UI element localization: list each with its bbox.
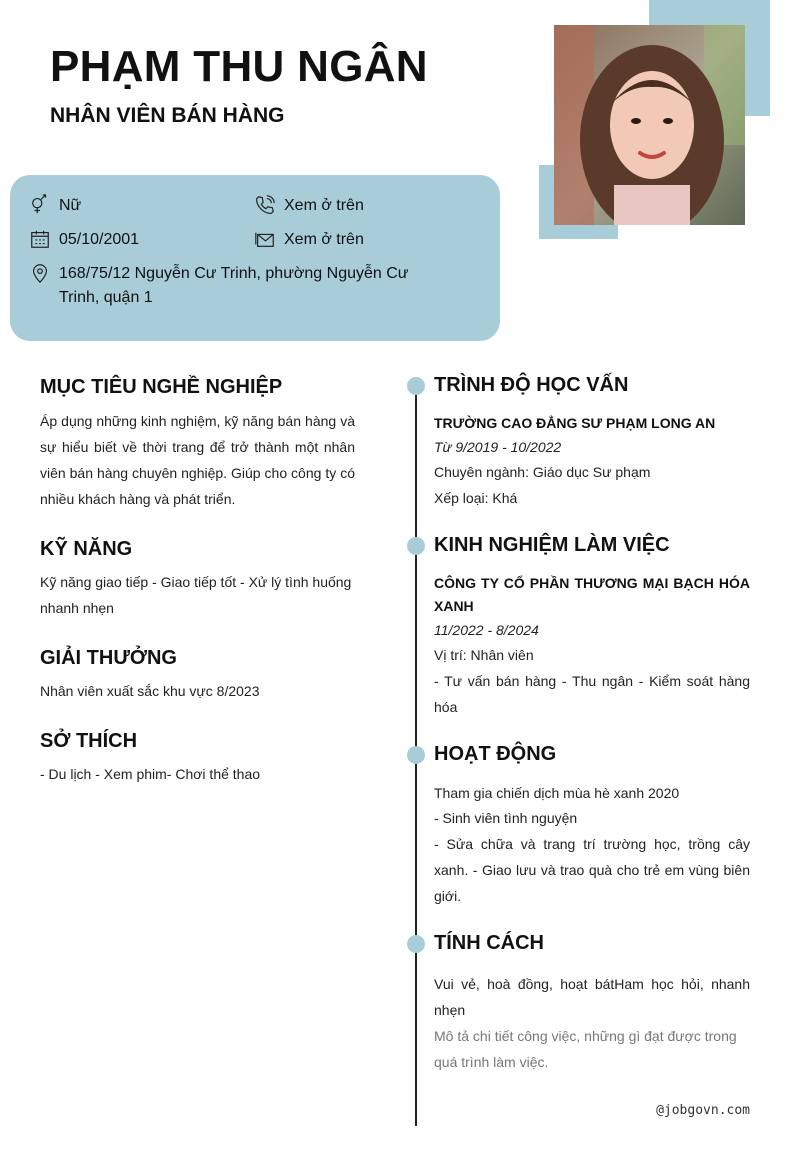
timeline-dot-education	[407, 377, 425, 395]
experience-title: KINH NGHIỆM LÀM VIỆC	[434, 534, 670, 556]
education-major: Chuyên ngành: Giáo dục Sư phạm	[434, 464, 651, 480]
birthdate-value: 05/10/2001	[59, 231, 140, 248]
activities-title: HOẠT ĐỘNG	[434, 743, 557, 765]
watermark: @jobgovn.com	[656, 1103, 750, 1118]
personality-text: Vui vẻ, hoà đồng, hoạt bátHam học hỏi, nhanh nhẹn	[434, 976, 750, 1018]
skills-title: KỸ NĂNG	[40, 538, 133, 560]
timeline-dot-experience	[407, 537, 425, 555]
phone-value: Xem ở trên	[284, 197, 364, 214]
candidate-name: PHẠM THU NGÂN	[50, 42, 428, 91]
email-row	[254, 228, 364, 252]
experience-period: 11/2022 - 8/2024	[434, 622, 539, 638]
objective-text: Áp dụng những kinh nghiệm, kỹ năng bán hàng và sự hiểu biết về thời trang để trở thành một nhân viên bán hàng chuyên nghiệp. Giúp cho công ty có nhiều khách hàng và phát triển.	[40, 413, 355, 507]
gender-icon	[29, 194, 51, 216]
contact-info-box	[10, 175, 500, 341]
experience-company: CÔNG TY CỔ PHẦN THƯƠNG MẠI BẠCH HÓA XANH	[434, 575, 750, 614]
personality-title: TÍNH CÁCH	[434, 932, 544, 954]
activities-line3: - Sửa chữa và trang trí trường học, trồng cây xanh. - Giao lưu và trao quà cho trẻ em vùng biên giới.	[434, 836, 750, 904]
education-school: TRƯỜNG CAO ĐẲNG SƯ PHẠM LONG AN	[434, 415, 716, 431]
education-title: TRÌNH ĐỘ HỌC VẤN	[434, 374, 629, 396]
timeline-dot-activities	[407, 746, 425, 764]
phone-row	[254, 194, 364, 218]
profile-photo	[554, 25, 745, 225]
birthdate-row	[29, 228, 139, 252]
personality-placeholder: Mô tả chi tiết công việc, những gì đạt được trong quá trình làm việc.	[434, 1028, 737, 1070]
awards-title: GIẢI THƯỞNG	[40, 647, 177, 669]
address-value: 168/75/12 Nguyễn Cư Trinh, phường Nguyễn Cư Trinh, quận 1	[59, 265, 409, 306]
calendar-icon	[29, 228, 51, 250]
gender-value: Nữ	[59, 197, 82, 214]
email-icon	[254, 228, 276, 250]
skills-text: Kỹ năng giao tiếp - Giao tiếp tốt - Xử lý tình huống nhanh nhẹn	[40, 574, 352, 616]
location-pin-icon	[29, 262, 51, 284]
gender-row	[29, 194, 81, 218]
experience-position: Vị trí: Nhân viên	[434, 647, 534, 663]
education-period: Từ 9/2019 - 10/2022	[434, 439, 562, 455]
objective-title: MỤC TIÊU NGHỀ NGHIỆP	[40, 376, 283, 398]
experience-duties: - Tư vấn bán hàng - Thu ngân - Kiểm soát hàng hóa	[434, 673, 750, 715]
address-row	[29, 262, 449, 310]
awards-text: Nhân viên xuất sắc khu vực 8/2023	[40, 683, 260, 699]
education-rank: Xếp loại: Khá	[434, 490, 518, 506]
profile-photo-illustration	[554, 25, 745, 225]
email-value: Xem ở trên	[284, 231, 364, 248]
hobbies-title: SỞ THÍCH	[40, 730, 138, 752]
hobbies-text: - Du lịch - Xem phim- Chơi thể thao	[40, 766, 261, 782]
phone-icon	[254, 194, 276, 216]
timeline-dot-personality	[407, 935, 425, 953]
candidate-role: NHÂN VIÊN BÁN HÀNG	[50, 104, 285, 127]
activities-line1: Tham gia chiến dịch mùa hè xanh 2020	[434, 785, 680, 801]
activities-line2: - Sinh viên tình nguyện	[434, 810, 578, 826]
